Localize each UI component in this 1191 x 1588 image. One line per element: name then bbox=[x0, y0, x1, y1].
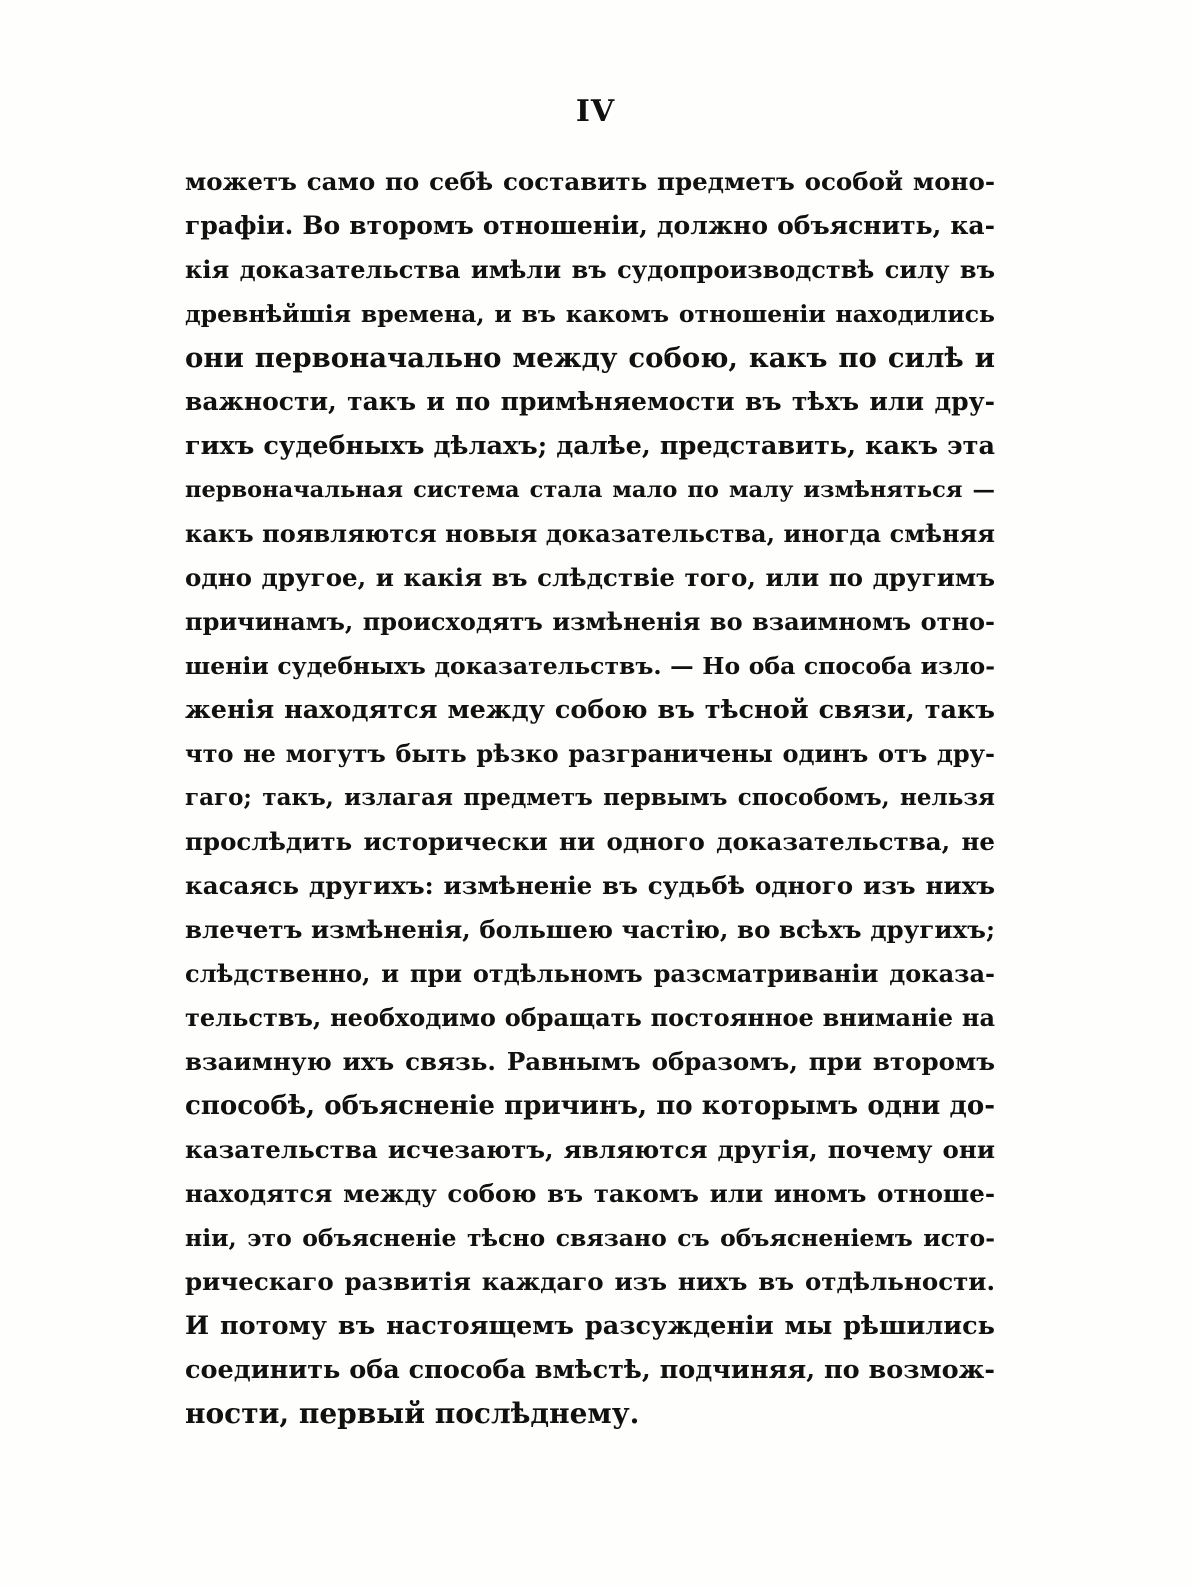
page-number: IV bbox=[575, 94, 616, 129]
text-line: ніи, это объясненіе тѣсно связано съ объясненіемъ исто- bbox=[185, 1224, 995, 1252]
text-line: тельствъ, необходимо обращать постоянное вниманіе на bbox=[185, 1003, 995, 1032]
text-line: графіи. Во второмъ отношеніи, должно объяснить, ка- bbox=[185, 211, 995, 240]
text-line: можетъ само по себѣ составить предметъ особой моно- bbox=[185, 167, 995, 196]
text-line: древнѣйшія времена, и въ какомъ отношеніи находились bbox=[185, 300, 995, 328]
text-line: рическаго развитія каждаго изъ нихъ въ отдѣльности. bbox=[185, 1267, 995, 1296]
text-line-last: ности, первый послѣднему. bbox=[185, 1397, 640, 1430]
text-line: И потому въ настоящемъ разсужденіи мы рѣшились bbox=[185, 1311, 995, 1341]
text-line: казательства исчезаютъ, являются другія, почему они bbox=[185, 1135, 995, 1164]
text-line: гаго; такъ, излагая предметъ первымъ способомъ, нельзя bbox=[185, 784, 995, 811]
text-line: женія находятся между собою въ тѣсной связи, такъ bbox=[185, 695, 995, 725]
text-line: кія доказательства имѣли въ судопроизводствѣ силу въ bbox=[185, 255, 995, 284]
text-line: касаясь другихъ: измѣненіе въ судьбѣ одного изъ нихъ bbox=[185, 871, 995, 900]
text-line: важности, такъ и по примѣняемости въ тѣхъ или дру- bbox=[185, 387, 995, 416]
text-line: находятся между собою въ такомъ или иномъ отноше- bbox=[185, 1179, 995, 1208]
text-line: соединить оба способа вмѣстѣ, подчиняя, по возмож- bbox=[185, 1355, 995, 1385]
text-line: влечетъ измѣненія, большею частію, во всѣхъ другихъ; bbox=[185, 915, 995, 944]
text-line: слѣдственно, и при отдѣльномъ разсматриваніи доказа- bbox=[185, 959, 995, 988]
text-line: прослѣдить исторически ни одного доказательства, не bbox=[185, 827, 995, 856]
body-text bbox=[185, 160, 995, 1436]
text-line: первоначальная система стала мало по малу измѣняться — bbox=[185, 477, 995, 503]
text-line: они первоначально между собою, какъ по силѣ и bbox=[185, 342, 995, 374]
text-line: причинамъ, происходятъ измѣненія во взаимномъ отно- bbox=[185, 607, 995, 636]
text-line: способѣ, объясненіе причинъ, по которымъ одни до- bbox=[185, 1091, 995, 1121]
text-line: шеніи судебныхъ доказательствъ. — Но оба способа изло- bbox=[185, 652, 995, 680]
text-line: какъ появляются новыя доказательства, иногда смѣняя bbox=[185, 519, 995, 548]
text-line: что не могутъ быть рѣзко разграничены одинъ отъ дру- bbox=[185, 739, 995, 768]
text-line: взаимную ихъ связь. Равнымъ образомъ, при второмъ bbox=[185, 1047, 995, 1076]
text-line: одно другое, и какія въ слѣдствіе того, или по другимъ bbox=[185, 563, 995, 592]
text-line: гихъ судебныхъ дѣлахъ; далѣе, представить, какъ эта bbox=[185, 431, 995, 461]
